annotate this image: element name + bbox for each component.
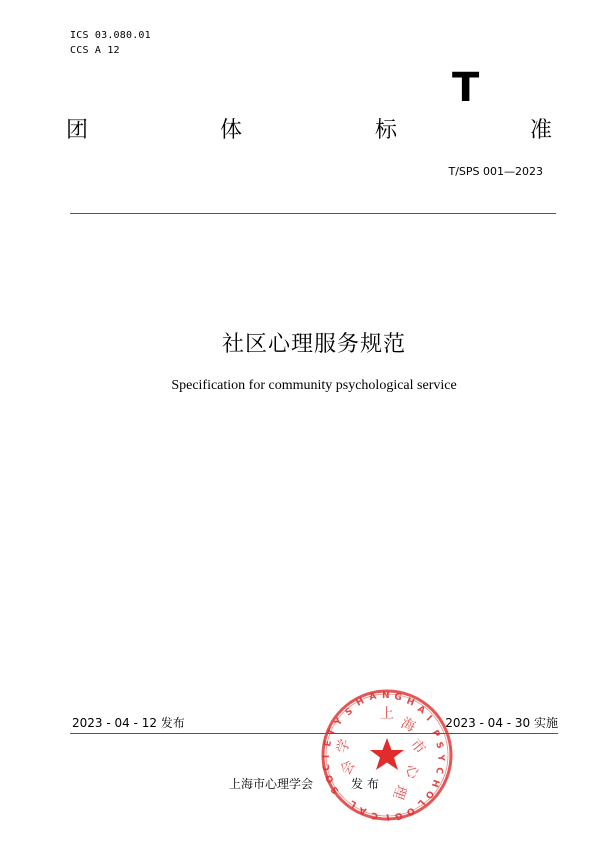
svg-text:S: S (329, 784, 342, 796)
svg-text:C: C (371, 809, 379, 820)
svg-text:L: L (348, 797, 359, 810)
svg-text:上: 上 (380, 706, 394, 722)
svg-text:C: C (433, 766, 444, 775)
svg-text:A: A (368, 691, 378, 703)
svg-text:G: G (393, 809, 404, 822)
svg-text:O: O (404, 804, 417, 818)
svg-text:A: A (415, 704, 427, 717)
svg-text:I: I (385, 811, 391, 822)
svg-text:H: H (404, 696, 416, 709)
title-english: Specification for community psychological service (171, 378, 457, 393)
title-chinese: 社区心理服务规范 (221, 332, 406, 357)
ccs-code: CCS A 12 (70, 45, 120, 56)
svg-text:S: S (433, 740, 445, 751)
svg-text:Y: Y (333, 716, 346, 728)
svg-text:E: E (323, 739, 335, 748)
svg-text:I: I (423, 713, 434, 724)
svg-text:A: A (358, 804, 368, 816)
seal-star-icon (370, 738, 404, 770)
svg-text:L: L (414, 796, 427, 808)
svg-text:S: S (343, 706, 355, 719)
category-char-3: 标 (375, 118, 398, 143)
svg-text:会: 会 (337, 757, 359, 778)
svg-text:O: O (324, 772, 337, 785)
category-char-4: 准 (530, 118, 553, 143)
issuer-name: 上海市心理学会 (229, 777, 314, 791)
svg-text:N: N (382, 691, 390, 701)
svg-text:I: I (321, 754, 332, 759)
issue-label: 发 布 (351, 777, 379, 791)
footer-rule (70, 733, 558, 734)
svg-text:海: 海 (398, 715, 418, 736)
svg-text:H: H (428, 778, 441, 789)
implement-date: 2023 - 04 - 30 实施 (445, 716, 558, 730)
svg-text:理: 理 (389, 782, 410, 802)
svg-text:市: 市 (406, 736, 429, 758)
svg-text:O: O (422, 788, 436, 801)
svg-text:Y: Y (435, 754, 446, 762)
svg-text:T: T (326, 727, 339, 738)
seal-graphic (318, 686, 456, 824)
ics-code: ICS 03.080.01 (70, 30, 151, 41)
svg-text:学: 学 (334, 737, 354, 756)
official-seal (318, 686, 456, 824)
category-char-2: 体 (220, 118, 243, 143)
svg-text:P: P (429, 728, 442, 740)
standard-type-letter: T (452, 65, 480, 111)
svg-text:H: H (354, 696, 367, 709)
svg-text:G: G (393, 692, 403, 704)
publish-date: 2023 - 04 - 12 发布 (72, 716, 185, 730)
svg-text:C: C (321, 762, 333, 772)
svg-text:心: 心 (402, 762, 422, 781)
header-rule (70, 213, 556, 214)
standard-number: T/SPS 001—2023 (448, 165, 543, 178)
category-char-1: 团 (66, 118, 89, 143)
